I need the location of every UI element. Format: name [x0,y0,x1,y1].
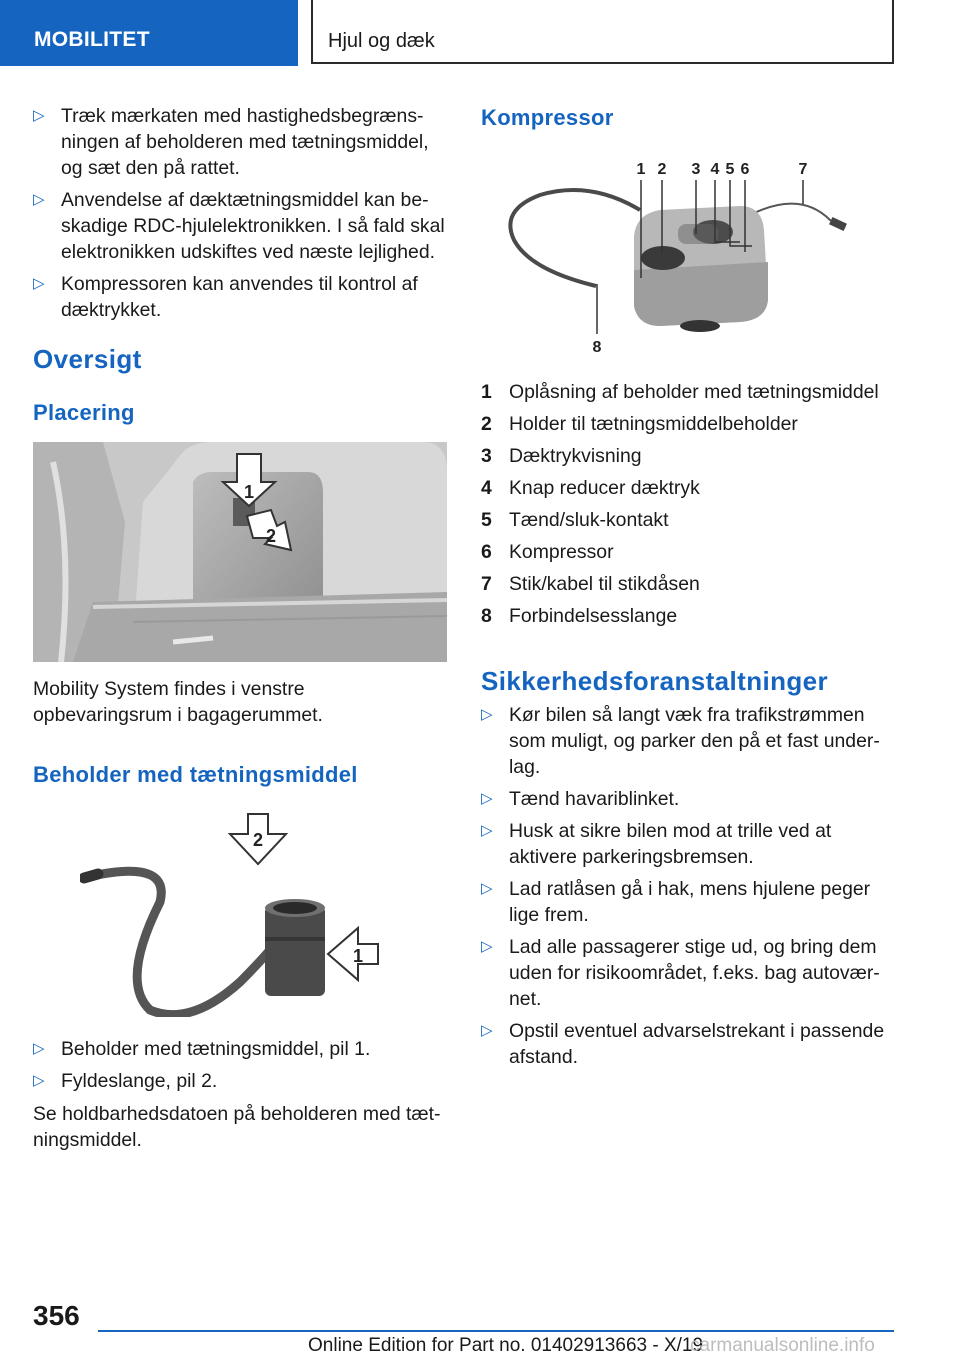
legend-item: 8 Forbindelsesslange [481,605,678,627]
safety-heading: Sikkerhedsforanstaltninger [481,666,829,696]
bullet-marker-icon: ▷ [481,938,493,955]
container-list [33,1036,447,1100]
bullet-marker-icon: ▷ [33,1072,45,1089]
list-item: ▷ Fyldeslange, pil 2. [33,1070,218,1092]
bullet-marker-icon: ▷ [481,880,493,897]
list-item: ▷ Lad ratlåsen gå i hak, mens hjulene peger lige frem. [481,878,871,926]
legend-item: 4 Knap reducer dæktryk [481,477,700,499]
chapter-title: Hjul og dæk [328,30,435,52]
callout-3: 3 [691,161,701,178]
footer-rule [98,1330,894,1332]
overview-heading: Oversigt [33,344,142,374]
bullet-marker-icon: ▷ [33,1040,45,1057]
list-item: ▷ Beholder med tætningsmiddel, pil 1. [33,1038,371,1060]
bullet-marker-icon: ▷ [481,790,493,807]
callout-8: 8 [592,339,602,356]
svg-text:2: 2 [252,830,264,850]
safety-list [481,702,895,1076]
bullet-marker-icon: ▷ [33,191,45,208]
bullet-marker-icon: ▷ [33,275,45,292]
arrow-2-icon [230,814,286,864]
bullet-marker-icon: ▷ [481,1022,493,1039]
list-item: ▷ Opstil eventuel advarselstrekant i passende afstand. [481,1020,885,1068]
placement-text: Mobility System findes i venstre opbevaringsrum i bagagerummet. [33,678,323,726]
callout-7: 7 [798,161,808,178]
svg-text:2: 2 [265,526,277,546]
list-item: ▷ Tænd havariblinket. [481,788,680,810]
list-item: ▷ Lad alle passagerer stige ud, og bring dem uden for risikoområdet, f.eks. bag autovær‐net. [481,936,880,1010]
list-item: ▷ Kompressoren kan anvendes til kontrol af dæktrykket. [33,273,418,321]
callout-4: 4 [710,161,720,178]
section-tab [0,0,298,66]
callout-2: 2 [657,161,667,178]
container-text: Se holdbarhedsdatoen på beholderen med tæt‐ningsmiddel. [33,1103,441,1151]
callout-5: 5 [725,161,735,178]
callout-1: 1 [636,161,646,178]
svg-text:1: 1 [352,946,364,966]
placement-heading: Placering [33,400,135,425]
legend-item: 5 Tænd/sluk-kontakt [481,509,669,531]
container-heading: Beholder med tætningsmiddel [33,762,358,787]
legend-item: 7 Stik/kabel til stikdåsen [481,573,700,595]
arrow-1-icon [328,928,378,980]
legend-item: 3 Dæktrykvisning [481,445,642,467]
list-item: ▷ Træk mærkaten med hastighedsbegræns‐ningen af beholderen med tætningsmiddel, og sæt den på rattet. [33,105,429,179]
compressor-legend [481,379,895,635]
left-column [33,103,447,329]
svg-text:1: 1 [243,482,255,502]
bullet-marker-icon: ▷ [481,706,493,723]
legend-item: 6 Kompressor [481,541,614,563]
callout-6: 6 [740,161,750,178]
sealant-container-illustration [80,812,390,1017]
legend-item: 1 Oplåsning af beholder med tætningsmiddel [481,381,879,403]
list-item: ▷ Anvendelse af dæktætningsmiddel kan be‐skadige RDC-hjulelektronikken. I så fald skal elektronikken udskiftes ved næste lejlighed. [33,189,445,263]
list-item: ▷ Kør bilen så langt væk fra trafikstrømmen som muligt, og parker den på et fast under‐lag. [481,704,880,778]
page-number: 356 [33,1300,80,1331]
edition-text: Online Edition for Part no. 01402913663 - X/19 [308,1335,704,1356]
list-item: ▷ Husk at sikre bilen mod at trille ved at aktivere parkeringsbremsen. [481,820,832,868]
section-title: MOBILITET [34,28,150,51]
chapter-header [311,0,894,64]
watermark: carmanualsonline.info [690,1335,875,1356]
bullet-marker-icon: ▷ [33,107,45,124]
compressor-illustration [500,150,860,360]
bullet-marker-icon: ▷ [481,822,493,839]
trunk-illustration [33,442,447,662]
legend-item: 2 Holder til tætningsmiddelbeholder [481,413,798,435]
compressor-heading: Kompressor [481,105,614,130]
